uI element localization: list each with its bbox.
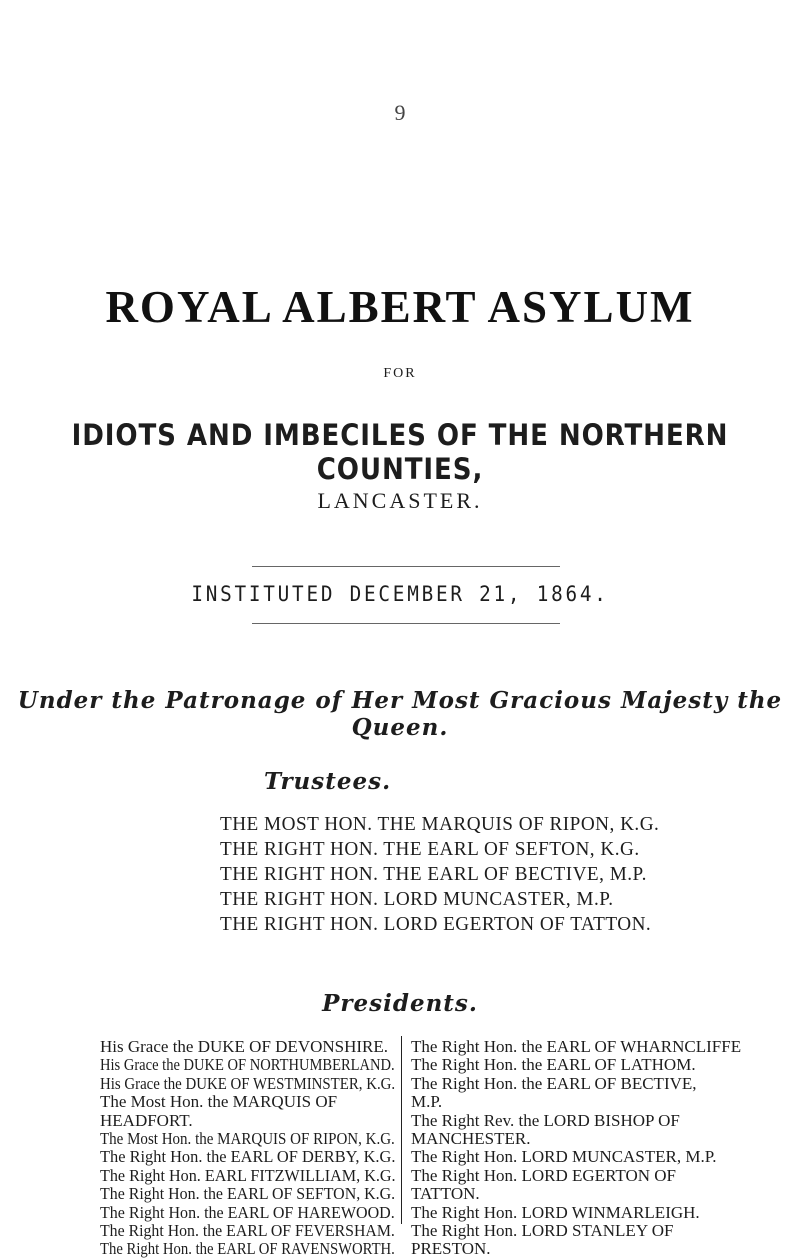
president-line: His Grace the DUKE OF DEVONSHIRE.: [100, 1037, 389, 1056]
president-line: The Right Hon. the EARL OF FEVERSHAM.: [100, 1221, 395, 1241]
trustee-item: THE RIGHT HON. LORD EGERTON OF TATTON.: [220, 913, 652, 935]
president-line: The Right Hon. the EARL OF RAVENSWORTH.: [100, 1239, 395, 1259]
divider-top: [252, 566, 560, 567]
trustees-list: [220, 812, 780, 937]
president-line: The Right Hon. EARL FITZWILLIAM, K.G.: [100, 1165, 396, 1185]
page-number: 9: [394, 100, 406, 125]
president-line: The Right Hon. LORD WINMARLEIGH.: [411, 1202, 700, 1222]
president-line: HEADFORT.: [100, 1110, 193, 1130]
presidents-left-column: [100, 1038, 395, 1259]
president-line: MANCHESTER.: [411, 1129, 531, 1149]
divider-bottom: [252, 623, 560, 624]
president-line: The Most Hon. the MARQUIS OF: [100, 1092, 338, 1112]
president-line: M.P.: [411, 1092, 443, 1112]
trustee-item: THE MOST HON. THE MARQUIS OF RIPON, K.G.: [220, 813, 660, 835]
column-divider: [401, 1036, 402, 1224]
president-line: His Grace the DUKE OF WESTMINSTER, K.G.: [100, 1073, 396, 1093]
president-line: The Right Hon. LORD MUNCASTER, M.P.: [411, 1147, 717, 1167]
subtitle: IDIOTS AND IMBECILES OF THE NORTHERN COUNTIES,: [71, 418, 729, 486]
president-line: TATTON.: [411, 1184, 480, 1204]
patronage-line: Under the Patronage of Her Most Gracious Majesty the Queen.: [17, 687, 783, 741]
trustee-item: THE RIGHT HON. THE EARL OF SEFTON, K.G.: [220, 838, 640, 860]
presidents-right-column: [411, 1038, 781, 1259]
trustees-heading: Trustees.: [264, 768, 392, 795]
president-line: The Right Rev. the LORD BISHOP OF: [411, 1110, 680, 1130]
trustee-item: THE RIGHT HON. LORD MUNCASTER, M.P.: [220, 888, 614, 910]
president-line: The Right Hon. the EARL OF SEFTON, K.G.: [100, 1184, 396, 1204]
president-line: The Right Hon. LORD STANLEY OF: [411, 1221, 674, 1241]
president-line: The Right Hon. LORD EGERTON OF: [411, 1165, 676, 1185]
president-line: PRESTON.: [411, 1239, 491, 1259]
president-line: The Most Hon. the MARQUIS OF RIPON, K.G.: [100, 1129, 395, 1149]
place-name: LANCASTER.: [317, 488, 483, 513]
instituted-date: INSTITUTED DECEMBER 21, 1864.: [191, 582, 609, 606]
page-title: ROYAL ALBERT ASYLUM: [105, 282, 695, 332]
president-line: His Grace the DUKE OF NORTHUMBERLAND.: [100, 1055, 395, 1075]
president-line: The Right Hon. the EARL OF WHARNCLIFFE: [411, 1037, 742, 1056]
president-line: The Right Hon. the EARL OF BECTIVE,: [411, 1073, 697, 1093]
presidents-heading: Presidents.: [322, 990, 478, 1017]
president-line: The Right Hon. the EARL OF DERBY, K.G.: [100, 1147, 396, 1167]
trustee-item: THE RIGHT HON. THE EARL OF BECTIVE, M.P.: [220, 863, 647, 885]
president-line: The Right Hon. the EARL OF HAREWOOD.: [100, 1202, 395, 1222]
president-line: The Right Hon. the EARL OF LATHOM.: [411, 1055, 696, 1075]
for-label: FOR: [383, 366, 417, 381]
